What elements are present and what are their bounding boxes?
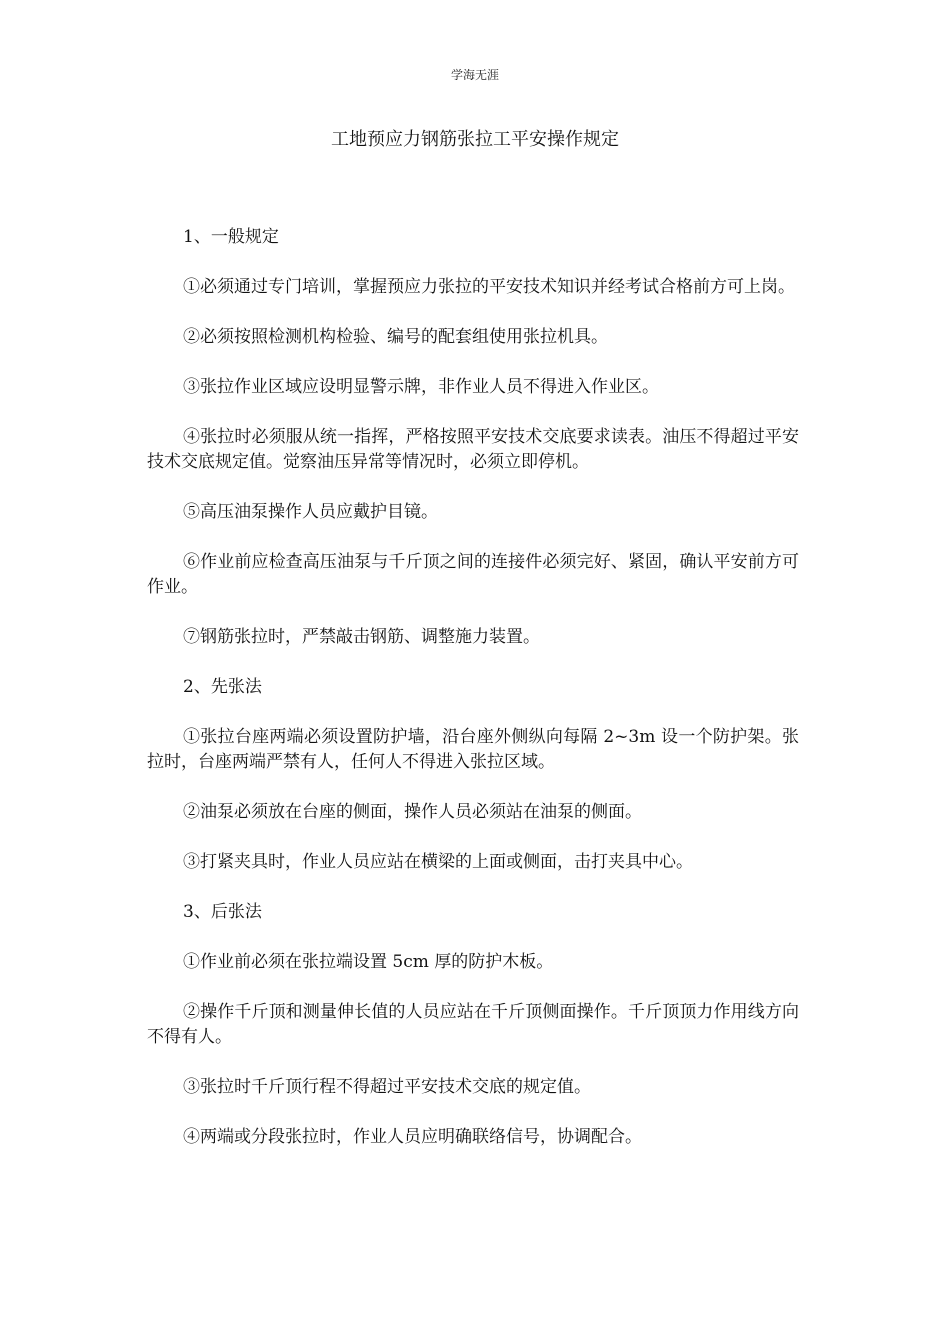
section-heading-general: 1、一般规定 — [183, 227, 279, 247]
paragraph: ①张拉台座两端必须设置防护墙，沿台座外侧纵向每隔 2~3m 设一个防护架。张拉时，台座两端严禁有人，任何人不得进入张拉区域。 — [147, 727, 799, 772]
paragraph: ②油泵必须放在台座的侧面，操作人员必须站在油泵的侧面。 — [183, 802, 642, 822]
document-title: 工地预应力钢筋张拉工平安操作规定 — [331, 129, 619, 150]
paragraph: ④两端或分段张拉时，作业人员应明确联络信号，协调配合。 — [183, 1127, 642, 1147]
paragraph: ⑥作业前应检查高压油泵与千斤顶之间的连接件必须完好、紧固，确认平安前方可作业。 — [147, 552, 799, 597]
paragraph: ⑦钢筋张拉时，严禁敲击钢筋、调整施力装置。 — [183, 627, 540, 647]
paragraph: ③打紧夹具时，作业人员应站在横梁的上面或侧面，击打夹具中心。 — [183, 852, 693, 872]
paragraph: ①作业前必须在张拉端设置 5cm 厚的防护木板。 — [183, 952, 554, 972]
document-body — [147, 225, 799, 1175]
paragraph: ③张拉时千斤顶行程不得超过平安技术交底的规定值。 — [183, 1077, 591, 1097]
paragraph: ⑤高压油泵操作人员应戴护目镜。 — [183, 502, 438, 522]
page-header: 学海无涯 — [450, 68, 499, 82]
paragraph: ③张拉作业区域应设明显警示牌，非作业人员不得进入作业区。 — [183, 377, 659, 397]
paragraph: ②必须按照检测机构检验、编号的配套组使用张拉机具。 — [183, 327, 608, 347]
paragraph: ④张拉时必须服从统一指挥，严格按照平安技术交底要求读表。油压不得超过平安技术交底规定值。觉察油压异常等情况时，必须立即停机。 — [147, 427, 799, 472]
paragraph: ①必须通过专门培训，掌握预应力张拉的平安技术知识并经考试合格前方可上岗。 — [183, 277, 795, 297]
paragraph: ②操作千斤顶和测量伸长值的人员应站在千斤顶侧面操作。千斤顶顶力作用线方向不得有人。 — [147, 1002, 799, 1047]
section-heading-posttension: 3、后张法 — [183, 902, 262, 922]
section-heading-pretension: 2、先张法 — [183, 677, 262, 697]
